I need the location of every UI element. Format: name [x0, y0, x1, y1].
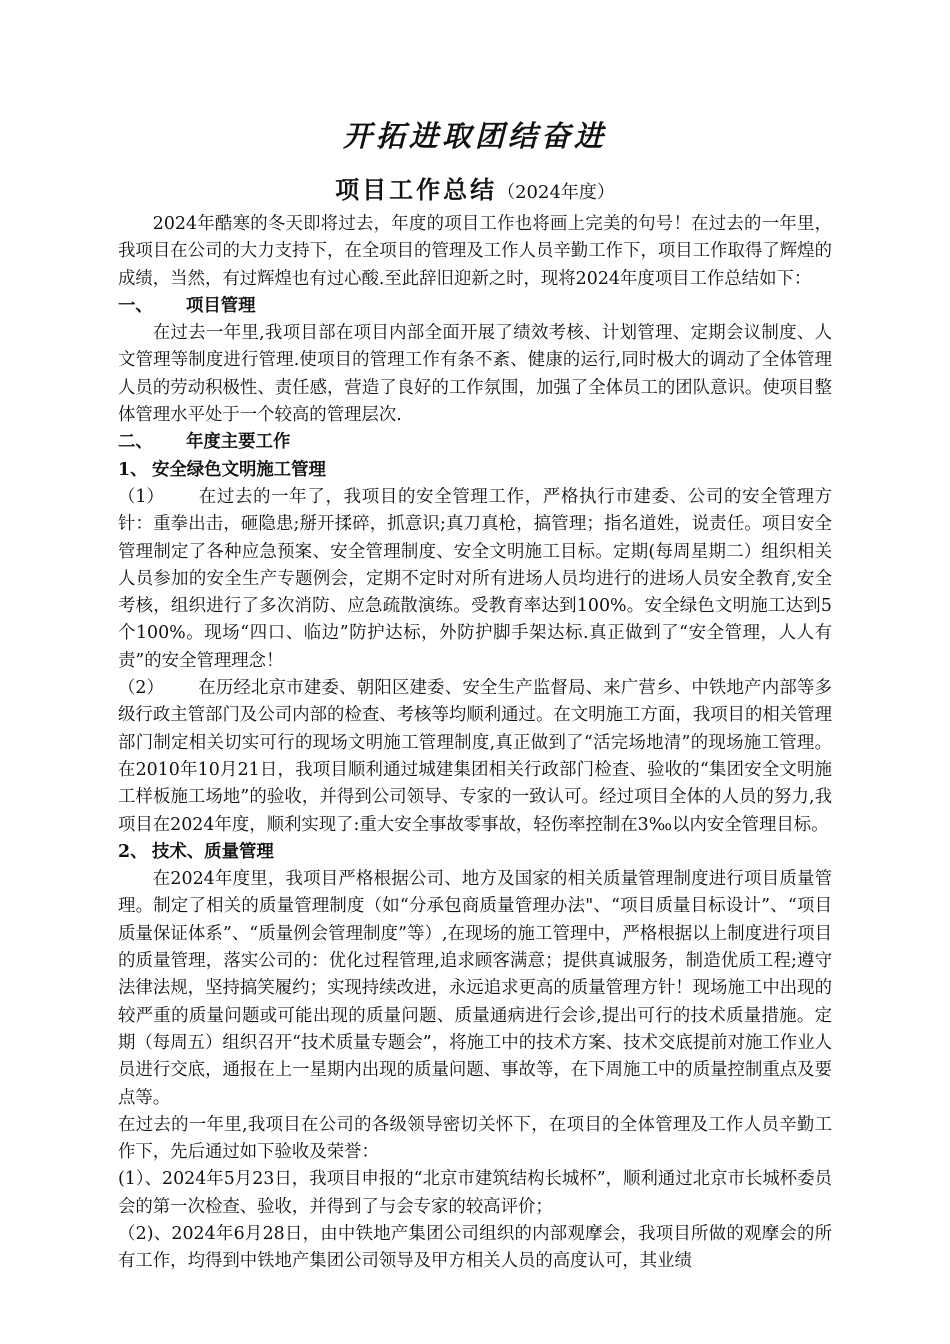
intro-paragraph: 2024年酷寒的冬天即将过去，年度的项目工作也将画上完美的句号！在过去的一年里，我项目在公司的大力支持下，在全项目的管理及工作人员辛勤工作下，项目工作取得了辉煌的成绩，当然，有过辉煌也有过心酸.至此辞旧迎新之时，现将2024年度项目工作总结如下：: [118, 214, 832, 289]
document-title: 开拓进取团结奋进: [342, 119, 607, 153]
subsection-2-title: 技术、质量管理: [152, 841, 274, 862]
item-2-paragraph: [118, 675, 832, 839]
subsection-2-body-2: 在过去的一年里,我项目在公司的各级领导密切关怀下，在项目的全体管理及工作人员辛勤工作下，先后通过如下验收及荣誉：: [118, 1114, 832, 1163]
section-1-title: 项目管理: [186, 295, 256, 316]
subtitle-year: （2024年度）: [497, 182, 615, 203]
subsection-2-number: 2、: [118, 841, 148, 862]
item-2-text: 在历经北京市建委、朝阳区建委、安全生产监督局、来广营乡、中铁地产内部等多级行政主管部门及公司内部的检查、考核等均顺利通过。在文明施工方面，我项目的相关管理部门制定相关切实可行的现场文明施工管理制度,真正做到了“活完场地清”的现场施工管理。在2010年10月21日，我项目顺利通过城建集团相关行政部门检查、验收的“集团安全文明施工样板施工场地”的验收，并得到公司领导、专家的一致认可。经过项目全体的人员的努力,我项目在2024年度，顺利实现了:重大安全事故零事故，轻伤率控制在3‰以内安全管理目标。: [118, 678, 832, 835]
section-1-heading: [118, 293, 832, 320]
item-1-number: （1）: [118, 486, 164, 507]
document-subtitle: [118, 172, 832, 211]
section-1-number: 一、: [118, 295, 153, 316]
section-2-heading: [118, 429, 832, 456]
honor-1: (1）、2024年5月23日，我项目申报的“北京市建筑结构长城杯”，顺利通过北京市长城杯委员会的第一次检查、验收，并得到了与会专家的较高评价；: [118, 1169, 832, 1217]
subsection-1-title: 安全绿色文明施工管理: [152, 459, 326, 480]
honor-2: （2)、2024年6月28日，由中铁地产集团公司组织的内部观摩会，我项目所做的观摩会的所有工作，均得到中铁地产集团公司领导及甲方相关人员的高度认可，其业绩: [118, 1223, 832, 1272]
item-2-number: （2）: [118, 678, 164, 699]
document-page: [118, 110, 832, 1276]
subtitle-main: 项目工作总结: [335, 175, 498, 204]
subsection-1-heading: [118, 457, 832, 484]
item-1-text: 在过去的一年了，我项目的安全管理工作，严格执行市建委、公司的安全管理方针：重拳出击，砸隐患;掰开揉碎，抓意识;真刀真枪，搞管理；指名道姓，说责任。项目安全管理制定了各种应急预案、安全管理制度、安全文明施工目标。定期(每周星期二）组织相关人员参加的安全生产专题例会，定期不定时对所有进场人员均进行的进场人员安全教育,安全考核，组织进行了多次消防、应急疏散演练。受教育率达到100%。安全绿色文明施工达到5个100%。现场“四口、临边”防护达标，外防护脚手架达标.真正做到了“安全管理，人人有责”的安全管理理念！: [118, 486, 832, 671]
section-2-title: 年度主要工作: [186, 432, 291, 453]
subsection-2-body: 在2024年度里，我项目严格根据公司、地方及国家的相关质量管理制度进行项目质量管理。制定了相关的质量管理制度（如“分承包商质量管理办法"、“项目质量目标设计”、“项目质量保证体系”、“质量例会管理制度”等）,在现场的施工管理中，严格根据以上制度进行项目的质量管理，落实公司的：优化过程管理,追求顾客满意；提供真诚服务，制造优质工程;遵守法律法规，坚持搞笑履约；实现持续改进，永远追求更高的质量管理方针！现场施工中出现的较严重的质量问题或可能出现的质量问题、质量通病进行会诊,提出可行的技术质量措施。定期（每周五）组织召开“技术质量专题会”，将施工中的技术方案、技术交底提前对施工作业人员进行交底，通报在上一星期内出现的质量问题、事故等，在下周施工中的质量控制重点及要点等。: [118, 869, 832, 1108]
subsection-1-number: 1、: [118, 459, 148, 480]
section-2-number: 二、: [118, 432, 153, 453]
item-1-paragraph: [118, 484, 832, 675]
section-1-body: 在过去一年里,我项目部在项目内部全面开展了绩效考核、计划管理、定期会议制度、人文管理等制度进行管理.使项目的管理工作有条不紊、健康的运行,同时极大的调动了全体管理人员的劳动积极性、责任感，营造了良好的工作氛围，加强了全体员工的团队意识。使项目整体管理水平处于一个较高的管理层次.: [118, 323, 832, 426]
subsection-2-heading: [118, 839, 832, 866]
